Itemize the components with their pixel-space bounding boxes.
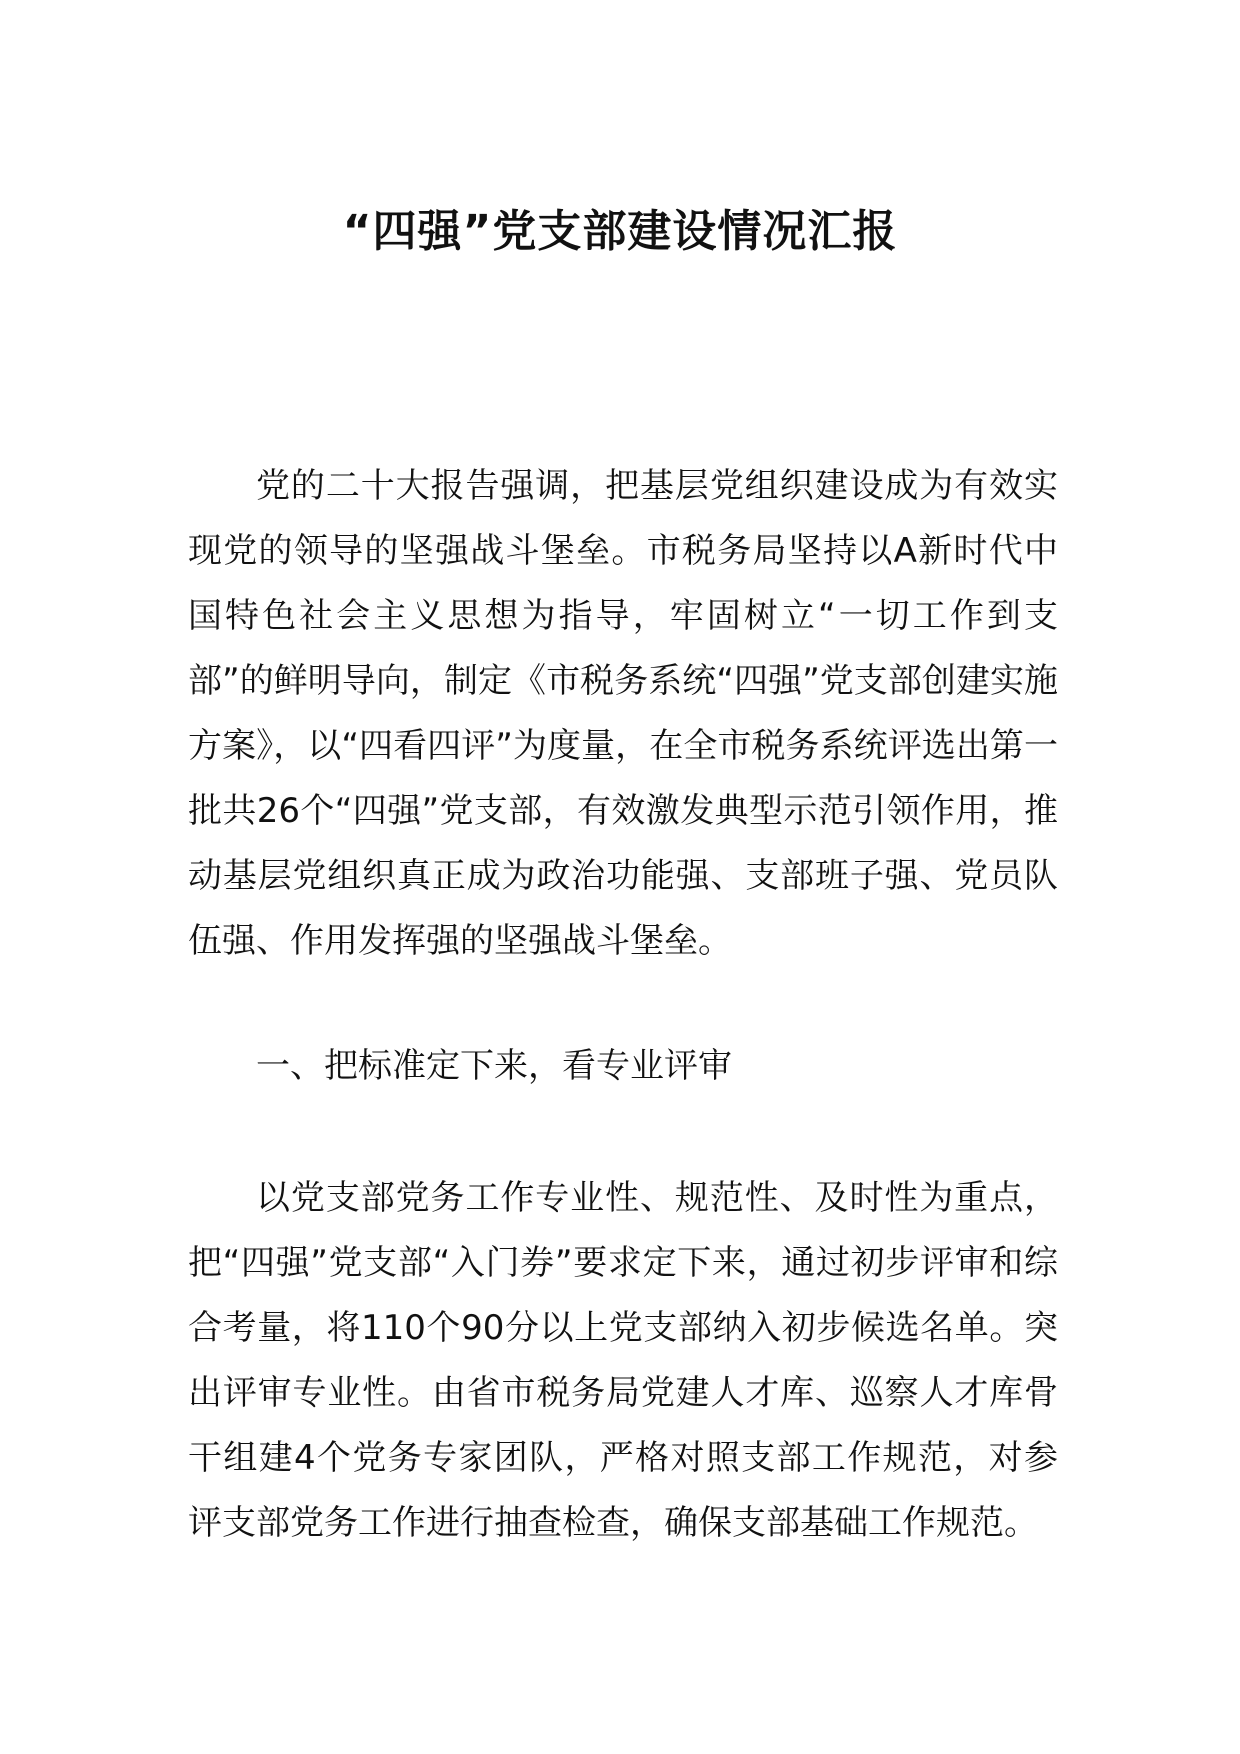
document-title: “四强”党支部建设情况汇报 [342,206,898,257]
section-paragraph: 以党支部党务工作专业性、规范性、及时性为重点，把“四强”党支部“入门券”要求定下来，通过初步评审和综合考量，将110个90分以上党支部纳入初步候选名单。突出评审专业性。由省市税务局党建人才库、巡察人才库骨干组建4个党务专家团队，严格对照支部工作规范，对参评支部党务工作进行抽查检查，确保支部基础工作规范。 [188,1178,1058,1543]
intro-paragraph: 党的二十大报告强调，把基层党组织建设成为有效实现党的领导的坚强战斗堡垒。市税务局坚持以A新时代中国特色社会主义思想为指导，牢固树立“一切工作到支部”的鲜明导向，制定《市税务系统“四强”党支部创建实施方案》，以“四看四评”为度量，在全市税务系统评选出第一批共26个“四强”党支部，有效激发典型示范引领作用，推动基层党组织真正成为政治功能强、支部班子强、党员队伍强、作用发挥强的坚强战斗堡垒。 [188,466,1058,961]
section-heading: 一、把标准定下来，看专业评审 [256,1046,732,1086]
